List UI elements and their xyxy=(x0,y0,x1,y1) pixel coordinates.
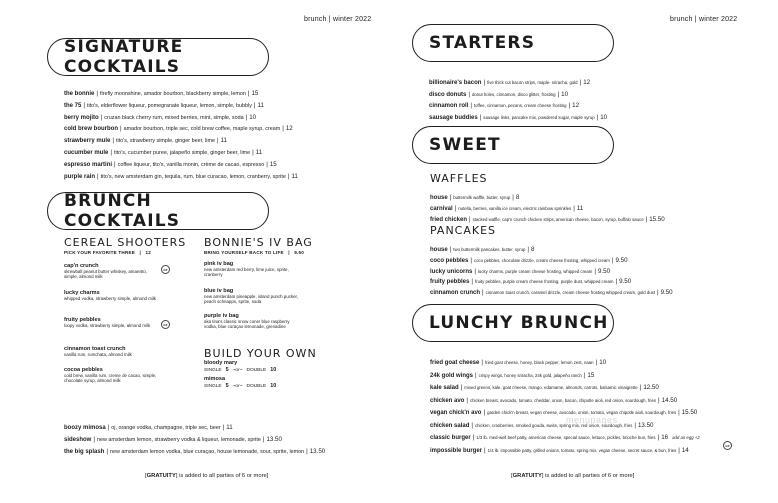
drink-name: blue iv bag xyxy=(204,288,234,294)
menu-item xyxy=(430,209,665,225)
item-sep: | xyxy=(287,172,290,180)
item-name: coco pebbles xyxy=(430,257,469,264)
item-sep: | xyxy=(482,289,484,297)
section-title-signature: SIGNATURE COCKTAILS xyxy=(64,37,184,77)
item-sep: | xyxy=(527,246,530,253)
item-desc: cruzan black cherry rum, mixed berries, mint, simple, soda xyxy=(104,114,244,121)
item-sep: | xyxy=(96,90,98,97)
item-desc: coco pebbles, chocolate drizzle, cream cheese frosting, whipped cream xyxy=(473,257,610,263)
item-price: 9.50 xyxy=(615,256,628,264)
page-header-right xyxy=(670,16,737,23)
item-sep: | xyxy=(678,446,680,454)
item-price: 15 xyxy=(269,160,277,168)
item-sep: | xyxy=(112,137,114,145)
item-sep: | xyxy=(114,160,116,168)
ivbag-price: 9.50 xyxy=(294,250,304,255)
section-title-sweet: SWEET xyxy=(429,135,501,155)
gratuity-bracket: [ xyxy=(145,473,147,479)
item-name: sideshow xyxy=(64,437,92,443)
build-or: ~or~ xyxy=(232,367,243,373)
drink-name: fruity pebbles xyxy=(64,317,101,323)
gratuity-bold: GRATUITY xyxy=(512,473,542,479)
item-price: 8 xyxy=(515,194,520,201)
gf-icon: GF xyxy=(161,265,170,274)
item-desc: fried goat cheese, honey, black pepper, lemon zest, naan xyxy=(484,360,594,365)
drink-item xyxy=(64,347,159,358)
gf-icon: GF xyxy=(161,320,170,329)
pancakes-title: PANCAKES xyxy=(430,224,497,237)
item-name: house xyxy=(430,247,448,253)
item-sep: | xyxy=(594,267,596,275)
build-dp: 10 xyxy=(270,366,277,373)
item-name: impossible burger xyxy=(430,447,483,454)
item-sep: | xyxy=(634,421,636,429)
item-desc: 1/3 lb. med-well beef patty, american cheese, special sauce, lettuce, pickles, brioche bun, fries xyxy=(476,435,656,440)
header-season: winter 2022 xyxy=(698,16,738,23)
item-desc: buttermilk waffle, butter, syrup xyxy=(453,195,511,200)
item-name: cucumber mule xyxy=(64,150,109,156)
item-desc: toffee, cinnamon, pecans, cream cheese frosting xyxy=(473,103,567,108)
waffles-title: WAFFLES xyxy=(430,172,488,185)
item-sep: | xyxy=(611,256,614,264)
drink-name: purple iv bag xyxy=(204,313,239,319)
item-desc: coffee liqueur, tito's, vanilla monin, crème de cacao, espresso xyxy=(117,161,265,168)
watermark: menupages xyxy=(566,415,618,425)
item-name: chicken avo xyxy=(430,397,465,404)
item-name: billionaire's bacon xyxy=(429,80,482,86)
item-name: house xyxy=(430,195,448,201)
item-sep: | xyxy=(110,149,112,156)
item-name: kale salad xyxy=(430,385,459,391)
item-price: 11 xyxy=(226,424,233,431)
item-sep: | xyxy=(454,205,457,212)
item-sep: | xyxy=(470,256,472,264)
drink-item xyxy=(64,368,159,384)
item-desc: lucky charms, purple cream cheese frosting, whipped cream xyxy=(477,268,593,274)
item-price: 12 xyxy=(572,102,580,109)
item-desc: 1/4 lb. impossible patty, grilled onions, tomato, spring mix, vegan cheese, secret sauce, & bun, fries xyxy=(487,447,677,453)
item-name: purple rain xyxy=(64,173,96,180)
drink-name: cinnamon toast crunch xyxy=(64,346,126,352)
drink-desc: skrewball peanut butter whiskey, amaretto, simple, almond milk xyxy=(64,268,147,279)
header-brunch: brunch xyxy=(304,16,327,23)
item-name: classic burger xyxy=(430,435,471,441)
item-name: disco donuts xyxy=(429,91,467,98)
section-title-starters: STARTERS xyxy=(429,33,536,53)
item-sep: | xyxy=(216,137,219,145)
item-price: 9.50 xyxy=(660,289,673,297)
section-pill-brunch-cocktails xyxy=(47,192,269,230)
item-desc: firefly moonshine, amador bourbon, blackberry simple, lemon xyxy=(99,91,246,97)
item-price: 14.50 xyxy=(661,396,678,404)
build-options xyxy=(204,383,280,389)
item-sep: | xyxy=(100,113,103,121)
item-desc: oj, orange vodka, champagne, triple sec, beer xyxy=(111,425,221,431)
build-item xyxy=(204,361,280,373)
item-name: cinnamon roll xyxy=(429,103,469,109)
item-desc: crispy wings, honey sriracha, 24k gold, jalapeño ranch xyxy=(478,372,582,378)
item-sep: | xyxy=(247,90,250,97)
item-price: 14 xyxy=(681,446,689,454)
item-name: 24k gold wings xyxy=(430,372,474,379)
menu-item xyxy=(430,282,673,298)
gratuity-bracket: ] xyxy=(175,473,178,479)
build-options xyxy=(204,367,280,373)
item-price: 8 xyxy=(531,246,535,253)
gratuity-note-right xyxy=(511,473,634,479)
build-sp: 5 xyxy=(225,366,229,373)
menu-item xyxy=(430,440,689,456)
item-sep: | xyxy=(97,172,99,180)
item-name: boozy mimosa xyxy=(64,425,106,431)
header-season: winter 2022 xyxy=(332,16,372,23)
item-price: 13.50 xyxy=(266,436,282,443)
item-price: 11 xyxy=(257,101,264,109)
build-sp: 5 xyxy=(225,382,229,389)
item-sep: | xyxy=(468,90,470,98)
item-sep: | xyxy=(449,194,452,201)
item-price: 13.50 xyxy=(637,421,654,429)
cereal-subtitle: PICK YOUR FAVORITE THREE xyxy=(64,250,135,255)
item-name: chicken salad xyxy=(430,422,470,429)
item-name: vegan chick'n avo xyxy=(430,410,482,416)
drink-desc: loopy vodka, strawberry simple, almond milk xyxy=(64,322,151,328)
header-sep: | xyxy=(328,16,331,23)
item-price: 11 xyxy=(220,137,228,145)
item-sep: | xyxy=(645,216,648,223)
item-sep: | xyxy=(483,409,486,416)
item-sep: | xyxy=(282,125,284,133)
item-desc: chicken, cranberries, smoked gouda, swiss, spring mix, red onion, sourdough, fries xyxy=(474,422,633,428)
section-title-lunchy: LUNCHY BRUNCH xyxy=(429,313,609,333)
item-sep: | xyxy=(262,436,265,443)
item-sep: | xyxy=(460,384,463,391)
item-desc: new amsterdam lemon vodka, blue curaçao, house lemonade, sour, sprite, lemon xyxy=(109,449,305,455)
item-price: 15 xyxy=(587,371,595,379)
drink-item xyxy=(204,262,299,278)
item-sep: | xyxy=(466,396,468,404)
item-price: 10 xyxy=(600,113,608,121)
build-double: DOUBLE xyxy=(246,367,267,373)
item-name: sausage buddies xyxy=(429,114,478,121)
item-sep: | xyxy=(573,205,575,212)
build-name: mimosa xyxy=(204,376,226,382)
item-sep: | xyxy=(469,216,471,223)
item-sep: | xyxy=(656,289,659,297)
build-single: SINGLE xyxy=(204,383,222,389)
header-brunch: brunch xyxy=(670,16,693,23)
item-sep: | xyxy=(306,448,308,455)
item-desc: chicken breast, avocado, tomato, cheddar, onion, bacon, chipotle aioli, red onion, sourdough, fries xyxy=(469,397,657,403)
item-name: fried goat cheese xyxy=(430,360,480,366)
drink-name: pink iv bag xyxy=(204,261,234,267)
item-sep: | xyxy=(474,267,476,275)
menu-item xyxy=(429,107,607,123)
section-pill-sweet xyxy=(412,126,614,164)
item-sep: | xyxy=(470,102,472,109)
item-name: the big splash xyxy=(64,449,105,455)
item-sep: | xyxy=(596,113,599,121)
item-sep: | xyxy=(120,125,122,133)
cereal-title: CEREAL SHOOTERS xyxy=(64,236,187,249)
item-sep: | xyxy=(483,79,486,86)
item-sep: | xyxy=(583,371,586,379)
ivbag-subtitle-row xyxy=(204,250,304,255)
item-desc: tito's, strawberry simple, ginger beer, lime xyxy=(115,138,215,145)
cereal-price: 12 xyxy=(145,250,151,255)
item-name: cinnamon crunch xyxy=(430,290,481,297)
item-sep: | xyxy=(222,424,225,431)
ivbag-sep: | xyxy=(288,250,290,255)
item-name: berry mojito xyxy=(64,114,99,121)
build-double: DOUBLE xyxy=(246,383,267,389)
item-desc: garden chick'n breast, vegan cheese, avocado, onion, tomato, vegan chipotle aioli, sourdough, fries xyxy=(487,410,677,415)
item-price: 16 xyxy=(661,434,669,441)
item-price: 9.50 xyxy=(619,278,632,286)
header-sep: | xyxy=(694,16,697,23)
item-sep: | xyxy=(472,434,475,441)
drink-name: cocoa pebbles xyxy=(64,367,103,373)
item-desc: tito's, elderflower liqueur, pomegranate liqueur, lemon, simple, bubbly xyxy=(86,102,252,109)
item-sep: | xyxy=(245,113,248,121)
drink-item xyxy=(64,318,159,329)
item-name: the bonnie xyxy=(64,91,95,97)
item-desc: donut holes, cinnamon, disco glitter, frosting xyxy=(471,91,556,97)
item-desc: fruity pebbles, purple cream cheese frosting, purple dust, whipped cream xyxy=(474,279,614,285)
item-name: fried chicken xyxy=(430,217,468,223)
item-sep: | xyxy=(106,448,108,455)
item-price: 11 xyxy=(255,149,263,156)
item-desc: five thick cut bacon strips, maple- sriracha, gold xyxy=(487,80,578,85)
section-pill-lunchy xyxy=(412,304,614,342)
drink-desc: aka tina's classic snow cone! blue raspberry vodka, blue curaçao lemonade, grenadine xyxy=(204,318,290,329)
item-sep: | xyxy=(615,278,618,286)
item-name: lucky unicorns xyxy=(430,268,473,275)
item-price: 10 xyxy=(599,359,607,366)
drink-name: lucky charms xyxy=(64,290,100,296)
item-price: 10 xyxy=(249,113,257,121)
drink-item xyxy=(64,264,159,280)
item-price: 11 xyxy=(291,172,298,180)
drink-desc: cold brew, vanilla rum, creme de cacao, simple, chocolate syrup, almond milk xyxy=(64,372,157,383)
item-name: cold brew bourbon xyxy=(64,126,118,133)
build-single: SINGLE xyxy=(204,367,222,373)
menu-item xyxy=(64,441,325,457)
item-sep: | xyxy=(266,160,268,168)
item-desc: cinnamon toast crunch, caramel drizzle, cream cheese frosting whipped cream, gold dust xyxy=(485,290,655,296)
item-name: espresso martini xyxy=(64,161,113,168)
item-price: 15.50 xyxy=(681,409,698,416)
item-name: the 75 xyxy=(64,102,82,109)
item-sep: | xyxy=(252,149,254,156)
item-sep: | xyxy=(481,359,483,366)
drink-item xyxy=(204,314,299,330)
drink-desc: vanilla rum, rumchata, almond milk xyxy=(64,351,132,357)
gratuity-bracket: ] xyxy=(541,473,544,479)
section-pill-signature xyxy=(47,38,269,76)
item-extra: add an egg +2 xyxy=(672,435,700,440)
drink-item xyxy=(204,289,299,305)
item-desc: tito's, new amsterdam gin, tequila, rum, blue curacao, lemon, cranberry, sprite xyxy=(100,173,286,180)
gratuity-bold: GRATUITY xyxy=(146,473,176,479)
build-item xyxy=(204,377,280,389)
item-desc: stacked waffle, cap'n crunch chicken strips, american cheese, bacon, syrup, buffalo sauce xyxy=(472,217,644,222)
item-sep: | xyxy=(253,101,256,109)
build-or: ~or~ xyxy=(232,383,243,389)
drink-desc: new amsterdam red berry, lime juice, sprite, cranberry xyxy=(204,266,289,277)
item-sep: | xyxy=(107,424,110,431)
item-price: 9.50 xyxy=(597,267,611,275)
item-sep: | xyxy=(639,384,642,391)
item-sep: | xyxy=(475,371,477,379)
item-desc: sausage links, pancake mix, powdered sugar, maple syrup xyxy=(483,114,595,120)
item-sep: | xyxy=(93,436,95,443)
item-price: 13.50 xyxy=(309,448,326,455)
cereal-subtitle-row xyxy=(64,250,151,255)
cereal-sep: | xyxy=(139,250,141,255)
item-sep: | xyxy=(83,101,85,109)
ivbag-subtitle: BRING YOURSELF BACK TO LIFE xyxy=(204,250,284,255)
drink-desc: whipped vodka, strawberry simple, almond milk xyxy=(64,295,156,301)
section-title-brunch-cocktails: BRUNCH COCKTAILS xyxy=(64,191,181,231)
build-dp: 10 xyxy=(270,382,277,389)
build-title: BUILD YOUR OWN xyxy=(204,347,317,360)
drink-desc: new amsterdam pineapple, island punch pucker, peach schnapps, sprite, soda xyxy=(204,293,298,304)
item-sep: | xyxy=(595,359,598,366)
item-price: 10 xyxy=(561,90,569,98)
item-price: 12 xyxy=(583,79,591,86)
item-sep: | xyxy=(479,113,482,121)
build-name: bloody mary xyxy=(204,360,238,366)
item-desc: two buttermilk pancakes, butter, syrup xyxy=(453,247,526,252)
drink-item xyxy=(64,291,159,302)
item-price: 11 xyxy=(576,205,584,212)
item-sep: | xyxy=(449,246,452,253)
gratuity-text: is added to all parties of 6 or more] xyxy=(545,473,635,479)
item-desc: amador bourbon, triple sec, cold brew coffee, maple syrup, cream xyxy=(123,126,281,133)
item-sep: | xyxy=(657,434,660,441)
item-price: 15 xyxy=(251,90,259,97)
item-price: 15.50 xyxy=(649,216,665,223)
item-sep: | xyxy=(579,79,582,86)
item-sep: | xyxy=(471,278,473,286)
gratuity-text: is added to all parties of 6 or more] xyxy=(179,473,269,479)
page-header-left xyxy=(304,16,371,23)
gf-icon: GF xyxy=(723,441,732,450)
item-sep: | xyxy=(484,446,486,454)
item-desc: new amsterdam lemon, strawberry vodka & liqueur, lemonade, sprite xyxy=(96,437,261,443)
item-sep: | xyxy=(568,102,571,109)
item-name: carnival xyxy=(430,206,453,212)
item-desc: tito's, cucumber puree, jalapeño simple, ginger beer, lime xyxy=(113,150,251,156)
item-name: fruity pebbles xyxy=(430,279,470,286)
item-desc: nutella, berries, vanilla ice cream, electric rainbow sprinkles xyxy=(458,206,572,211)
item-name: strawberry mule xyxy=(64,138,111,145)
item-desc: mixed greens, kale, goat cheese, mango, edamame, almonds, carrots, balsamic vinaigrette xyxy=(464,385,638,390)
item-price: 12.50 xyxy=(643,384,659,391)
item-sep: | xyxy=(557,90,560,98)
item-sep: | xyxy=(658,396,660,404)
drink-name: cap'n crunch xyxy=(64,263,99,269)
item-sep: | xyxy=(678,409,680,416)
item-sep: | xyxy=(471,421,473,429)
ivbag-title: BONNIE'S IV BAG xyxy=(204,236,313,249)
gratuity-note-left xyxy=(145,473,268,479)
section-pill-starters xyxy=(412,24,614,62)
gratuity-bracket: [ xyxy=(511,473,513,479)
menu-item xyxy=(64,166,298,182)
item-price: 12 xyxy=(285,125,293,133)
item-sep: | xyxy=(512,194,514,201)
